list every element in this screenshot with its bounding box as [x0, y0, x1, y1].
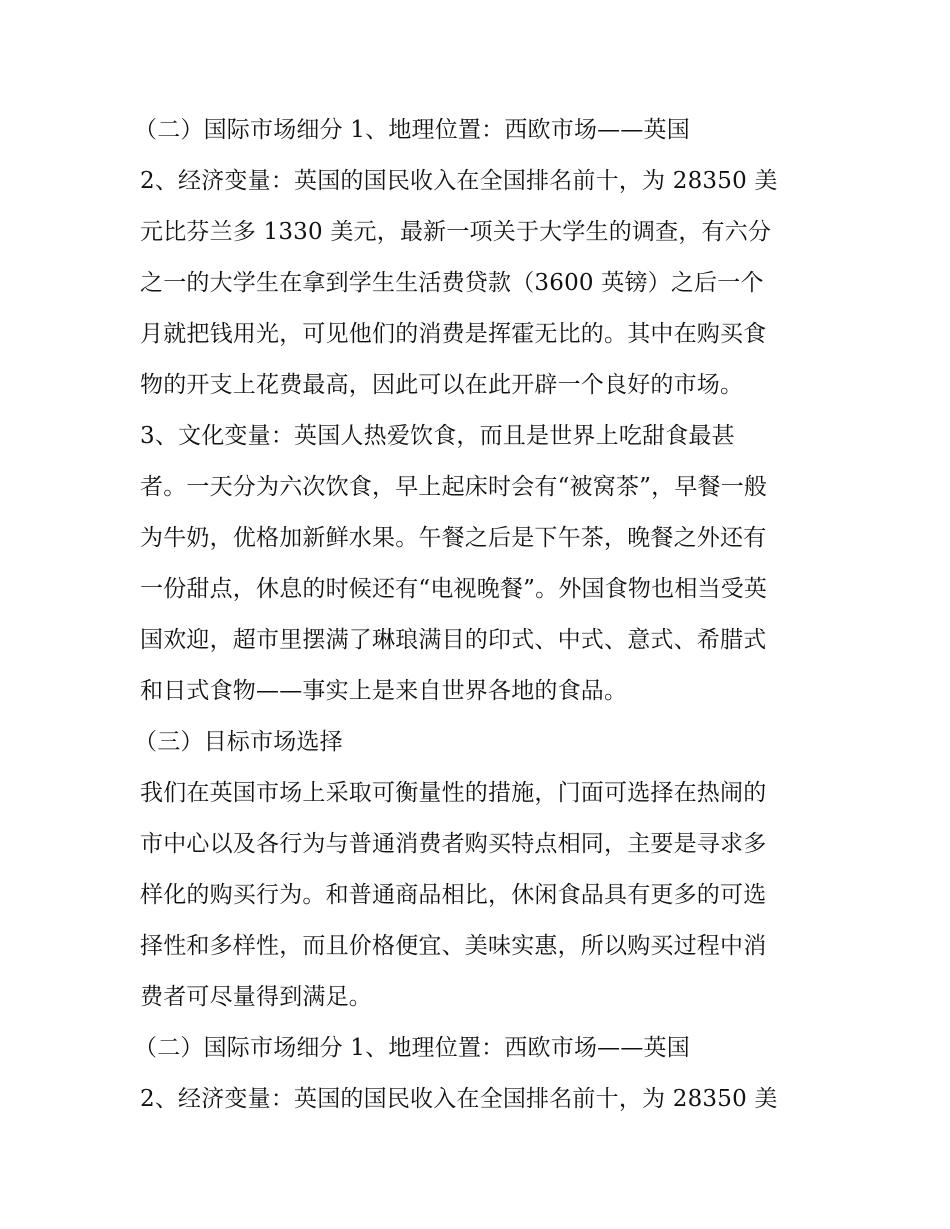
paragraph-line: 2、经济变量：英国的国民收入在全国排名前十，为 28350 美 [140, 168, 778, 194]
paragraph-line: 物的开支上花费最高，因此可以在此开辟一个良好的市场。 [140, 372, 744, 398]
paragraph-line: 市中心以及各行为与普通消费者购买特点相同，主要是寻求多 [140, 831, 767, 857]
heading-target-market: （三）目标市场选择 [134, 729, 343, 755]
paragraph-line: 和日式食物——事实上是来自世界各地的食品。 [140, 678, 628, 704]
paragraph-line: 月就把钱用光，可见他们的消费是挥霍无比的。其中在购买食 [140, 321, 767, 347]
paragraph-line: 费者可尽量得到满足。 [140, 984, 372, 1010]
document-body [134, 105, 820, 1125]
paragraph-line: 我们在英国市场上采取可衡量性的措施，门面可选择在热闹的 [140, 780, 767, 806]
paragraph-line: 之一的大学生在拿到学生生活费贷款（3600 英镑）之后一个 [140, 270, 764, 296]
paragraph-line: 择性和多样性，而且价格便宜、美味实惠，所以购买过程中消 [140, 933, 767, 959]
paragraph-line: 一份甜点，休息的时候还有“电视晚餐”。外国食物也相当受英 [140, 576, 768, 602]
paragraph-line: 国欢迎，超市里摆满了琳琅满目的印式、中式、意式、希腊式 [140, 627, 767, 653]
paragraph-line: 3、文化变量：英国人热爱饮食，而且是世界上吃甜食最甚 [140, 423, 735, 449]
heading-international-segmentation-repeat: （二）国际市场细分 1、地理位置：西欧市场——英国 [134, 1035, 690, 1061]
paragraph-line: 2、经济变量：英国的国民收入在全国排名前十，为 28350 美 [140, 1086, 778, 1112]
paragraph-line: 者。一天分为六次饮食，早上起床时会有“被窝茶”，早餐一般 [140, 474, 768, 500]
paragraph-line: 样化的购买行为。和普通商品相比，休闲食品具有更多的可选 [140, 882, 767, 908]
heading-international-segmentation: （二）国际市场细分 1、地理位置：西欧市场——英国 [134, 117, 690, 143]
paragraph-line: 为牛奶，优格加新鲜水果。午餐之后是下午茶，晚餐之外还有 [140, 525, 767, 551]
paragraph-line: 元比芬兰多 1330 美元，最新一项关于大学生的调查，有六分 [140, 219, 772, 245]
